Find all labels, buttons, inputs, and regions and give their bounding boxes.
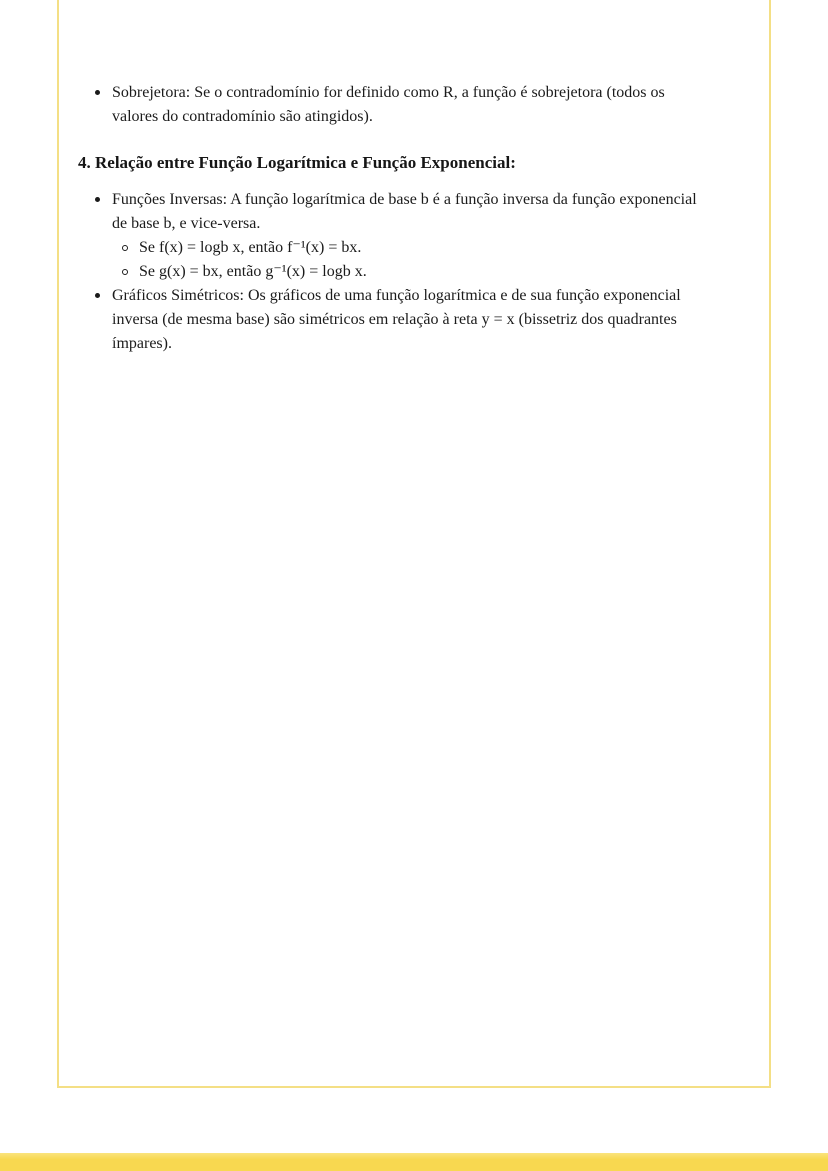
list-item-graficos-simetricos [112, 284, 681, 356]
sub-list-item-f-inverse [139, 236, 367, 260]
sub-list [139, 236, 367, 284]
document-content [59, 0, 769, 1086]
hollow-bullet-icon [122, 269, 128, 275]
bottom-accent-bar [0, 1153, 828, 1171]
text-line: ímpares). [112, 335, 172, 352]
bullet-icon [95, 197, 100, 202]
bullet-icon [95, 90, 100, 95]
text-line: Se g(x) = bx, então g⁻¹(x) = logb x. [139, 263, 367, 280]
hollow-bullet-icon [122, 245, 128, 251]
list-item-funcoes-inversas [112, 188, 697, 236]
text-line: Se f(x) = logb x, então f⁻¹(x) = bx. [139, 239, 362, 256]
sub-list-item-g-inverse [139, 260, 367, 284]
text-line: Gráficos Simétricos: Os gráficos de uma função logarítmica e de sua função exponencial [112, 287, 681, 304]
section-heading: 4. Relação entre Função Logarítmica e Função Exponencial: [78, 153, 516, 172]
document-page [57, 0, 771, 1088]
text-line: de base b, e vice-versa. [112, 215, 261, 232]
text-line: Funções Inversas: A função logarítmica de base b é a função inversa da função exponencial [112, 191, 697, 208]
text-line: valores do contradomínio são atingidos). [112, 108, 373, 125]
bullet-icon [95, 293, 100, 298]
text-line: Sobrejetora: Se o contradomínio for definido como R, a função é sobrejetora (todos os [112, 84, 665, 101]
text-line: inversa (de mesma base) são simétricos em relação à reta y = x (bissetriz dos quadrantes [112, 311, 677, 328]
list-item-sobrejetora [112, 81, 665, 129]
